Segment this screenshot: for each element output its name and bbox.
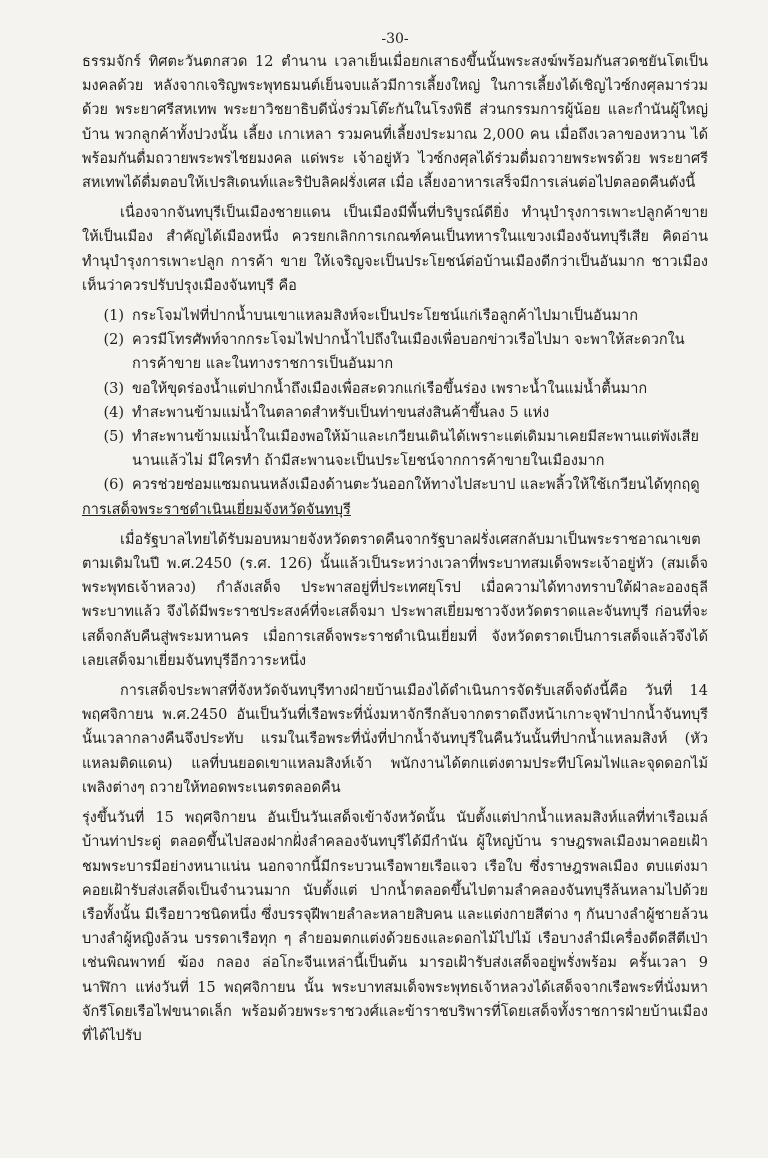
list-item (82, 425, 708, 473)
list-item-text: ควรช่วยซ่อมแซมถนนหลังเมืองด้านตะวันออกให้ทางไปสะบาป และพลิ้วให้ใช้เกวียนได้ทุกฤดู (132, 477, 700, 494)
list-item-number: (4) (103, 404, 124, 421)
page-number: -30- (381, 31, 409, 47)
list-item (82, 328, 708, 376)
list-item-number: (6) (103, 477, 124, 494)
list-item (82, 304, 708, 328)
list-item-number: (2) (103, 332, 124, 349)
paragraph-5: รุ่งขึ้นวันที่ 15 พฤศจิกายน อันเป็นวันเสด็จเข้าจังหวัดนั้น นับตั้งแต่ปากน้ำแหลมสิงห์แลที่ท่าเรือเมล์บ้านท่าประดู่ ตลอดขึ้นไปสองฝากฝั่งลำคลองจันทบุรีได้มีกำนัน ผู้ใหญ่บ้าน ราษฎรพลเมืองมาคอยเฝ้าชมพระบารมีอย่างหนาแน่น นอกจากนี้มีกระบวนเรือพายเรือแจว เรือใบ ซึ่งราษฎรพลเมือง ตบแต่งมาคอยเฝ้ารับส่งเสด็จเป็นจำนวนมาก นับตั้งแต่ ปากน้ำตลอดขึ้นไปตามลำคลองจันทบุรีล้นหลามไปด้วยเรือทั้งนั้น มีเรือยาวชนิดหนึ่ง ซึ่งบรรจุฝีพายลำละหลายสิบคน และแต่งกายสีต่าง ๆ กันบางลำผู้ชายล้วน บางลำผู้หญิงล้วน บรรดาเรือทุก ๆ ลำยอมตกแต่งด้วยธงและดอกไม้ไปไม้ เรือบางลำมีเครื่องดีดสีตีเป่า เช่นพิณพาทย์ ฆ้อง กลอง ล่อโกะจีนเหล่านี้เป็นต้น มารอเฝ้ารับส่งเสด็จอยู่พรั่งพร้อม ครั้นเวลา 9 นาฬิกา แห่งวันที่ 15 พฤศจิกายน นั้น พระบาทสมเด็จพระพุทธเจ้าหลวงได้เสด็จจากเรือพระที่นั่งมหา จักรีโดยเรือไฟขนาดเล็ก พร้อมด้วยพระราชวงศ์และข้าราชบริพารที่โดยเสด็จทั้งราชการฝ่ายบ้านเมืองที่ได้ไปรับ (82, 810, 708, 1044)
paragraph-3: เมื่อรัฐบาลไทยได้รับมอบหมายจังหวัดตราดคืนจากรัฐบาลฝรั่งเศสกลับมาเป็นพระราชอาณาเขตตามเดิมในปี พ.ศ.2450 (ร.ศ. 126) นั้นแล้วเป็นระหว่างเวลาที่พระบาทสมเด็จพระเจ้าอยู่หัว (สมเด็จพระพุทธเจ้าหลวง) กำลังเสด็จ ประพาสอยู่ที่ประเทศยุโรป เมื่อความได้ทางทราบใต้ฝ่าละอองธุลีพระบาทแล้ว จึงได้มีพระราชประสงค์ที่จะเสด็จมา ประพาสเยี่ยมชาวจังหวัดตราดและจันทบุรี ก่อนที่จะเสด็จกลับคืนสู่พระมหานคร เมื่อการเสด็จพระราชดำเนินเยี่ยมที่ จังหวัดตราดเป็นการเสด็จแล้วจึงได้เลยเสด็จมาเยี่ยมจันทบุรีอีกวาระหนึ่ง (82, 531, 708, 669)
list-item-text: ขอให้ขุดร่องน้ำแต่ปากน้ำถึงเมืองเพื่อสะดวกแก่เรือขึ้นร่อง เพราะน้ำในแม่น้ำตื้นมาก (132, 380, 648, 397)
list-item-text: กระโจมไฟที่ปากน้ำบนเขาแหลมสิงห์จะเป็นประโยชน์แก่เรือลูกค้าไปมาเป็นอันมาก (132, 308, 639, 325)
list-item-text: ทำสะพานข้ามแม่น้ำในเมืองพอให้ม้าและเกวียนเดินได้เพราะแต่เดิมมาเคยมีสะพานแต่พังเสียนานแล้วไม่ มีใครทำ ถ้ามีสะพานจะเป็นประโยชน์จากการค้าขายในเมืองมาก (132, 429, 700, 470)
section-heading: การเสด็จพระราชดำเนินเยี่ยมจังหวัดจันทบุรี (82, 501, 351, 518)
paragraph-2: เนื่องจากจันทบุรีเป็นเมืองชายแดน เป็นเมืองมีพื้นที่บริบูรณ์ดียิ่ง ทำนุบำรุงการเพาะปลูกค้าขาย ให้เป็นเมือง สำคัญได้เมืองหนึ่ง ควรยกเลิกการเกณฑ์คนเป็นทหารในแขวงเมืองจันทบุรีเสีย คิดอ่านทำนุบำรุงการเพาะปลูก การค้า ขาย ให้เจริญจะเป็นประโยชน์ต่อบ้านเมืองดีกว่าเป็นอันมาก ชาวเมืองเห็นว่าควรปรับปรุงเมืองจันทบุรี คือ (82, 205, 708, 294)
list-item-number: (5) (103, 429, 124, 446)
list-item (82, 377, 708, 401)
list-item (82, 473, 708, 497)
list-item-number: (3) (103, 380, 124, 397)
list-item-text: ควรมีโทรศัพท์จากกระโจมไฟปากน้ำไปถึงในเมืองเพื่อบอกข่าวเรือไปมา จะพาให้สะดวกในการค้าขาย และในทางราชการเป็นอันมาก (132, 332, 685, 373)
paragraph-1: ธรรมจักร์ ทิศตะวันตกสวด 12 ตำนาน เวลาเย็นเมื่อยกเสาธงขึ้นนั้นพระสงฆ์พร้อมกันสวดชยันโตเป็นมงคลด้วย หลังจากเจริญพระพุทธมนต์เย็นจบแล้วมีการเลี้ยงใหญ่ ในการเลี้ยงได้เชิญไวซ์กงศุลมาร่วมด้วย พระยาศรีสหเทพ พระยาวิชยาธิบดีนั่งร่วมโต๊ะกันในโรงพิธี ส่วนกรรมการผู้น้อย และกำนันผู้ใหญ่บ้าน พวกลูกค้าทั้งปวงนั้น เลี้ยง เกาเหลา รวมคนที่เลี้ยงประมาณ 2,000 คน เมื่อถึงเวลาของหวาน ได้พร้อมกันดื่มถวายพระพรไชยมงคล แด่พระ เจ้าอยู่หัว ไวซ์กงศุลได้ร่วมดื่มถวายพระพรด้วย พระยาศรีสหเทพได้ดื่มตอบให้เปรสิเดนท์และริปับลิคฝรั่งเศส เมื่อ เลี้ยงอาหารเสร็จมีการเล่นต่อไปตลอดคืนดังนี้ (82, 54, 708, 192)
paragraph-4: การเสด็จประพาสที่จังหวัดจันทบุรีทางฝ่ายบ้านเมืองได้ดำเนินการจัดรับเสด็จดังนี้คือ วันที่ 14 พฤศจิกายน พ.ศ.2450 อันเป็นวันที่เรือพระที่นั่งมหาจักรีกลับจากตราดถึงหน้าเกาะจุฬาปากน้ำจันทบุรีนั้นเวลากลางคืนจึงประทับ แรมในเรือพระที่นั่งที่ปากน้ำจันทบุรีในคืนวันนั้นที่ปากน้ำแหลมสิงห์ (หัวแหลมติดแดน) แลที่บนยอดเขาแหลมสิงห์เจ้า พนักงานได้ตกแต่งตามประทีปโคมไฟและจุดดอกไม้เพลิงต่างๆ ถวายให้ทอดพระเนตรตลอดคืน (82, 683, 708, 796)
list-item-number: (1) (103, 308, 124, 325)
improvement-list (82, 304, 708, 498)
list-item (82, 401, 708, 425)
list-item-text: ทำสะพานข้ามแม่น้ำในตลาดสำหรับเป็นท่าขนส่งสินค้าขึ้นลง 5 แห่ง (132, 404, 550, 421)
